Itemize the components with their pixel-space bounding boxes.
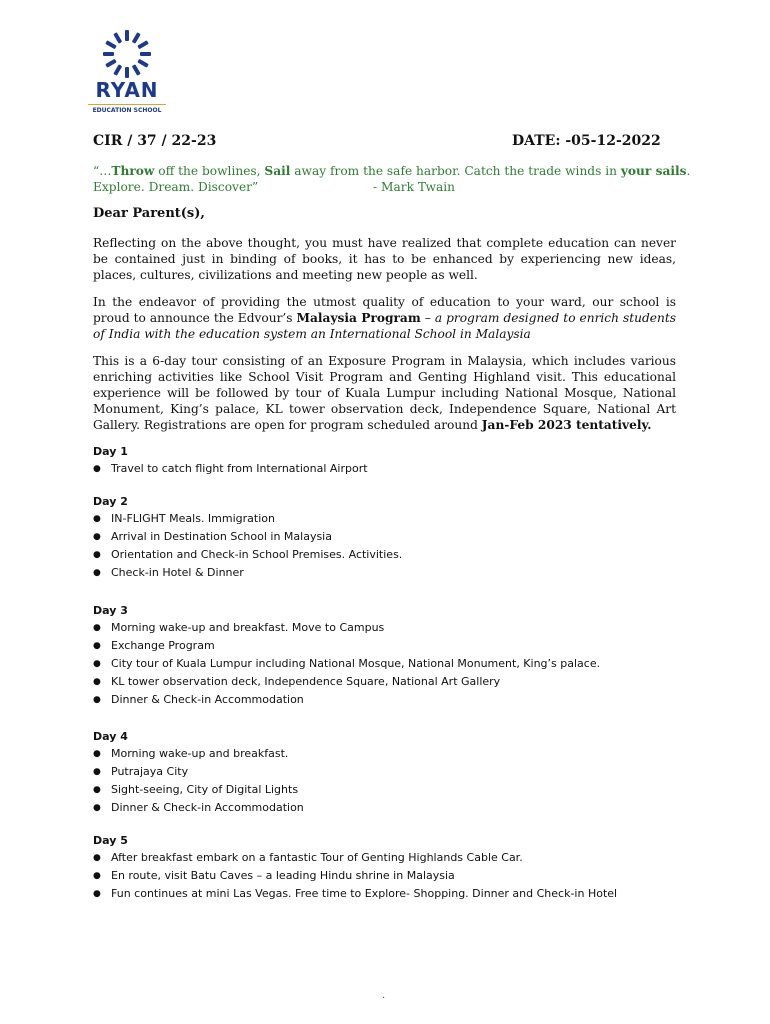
announcement-text: In the endeavor of providing the utmost quality of education to your ward, our school is proud to announce the Edvour’s [93, 295, 676, 325]
list-item [93, 673, 693, 691]
list-item [93, 849, 693, 867]
bullet-icon: ● [93, 695, 101, 705]
day-title: Day 5 [93, 834, 128, 847]
logo-subtitle: EDUCATION SCHOOL [88, 104, 166, 114]
day-title: Day 4 [93, 730, 128, 743]
list-item-text: City tour of Kuala Lumpur including National Mosque, National Monument, King’s palace. [111, 657, 601, 670]
quote-text-3: . [686, 164, 691, 178]
bullet-icon: ● [93, 659, 101, 669]
bullet-icon: ● [93, 532, 101, 542]
bullet-icon: ● [93, 514, 101, 524]
circular-number: CIR / 37 / 22-23 [93, 133, 217, 149]
tour-dates: Jan-Feb 2023 tentatively. [481, 418, 652, 432]
day-title: Day 1 [93, 445, 128, 458]
quote-text-1: off the bowlines, [154, 164, 265, 178]
quote-throw: Throw [111, 164, 155, 178]
list-item [93, 460, 693, 478]
list-item [93, 528, 693, 546]
list-item-text: Dinner & Check-in Accommodation [111, 693, 304, 706]
list-item-text: Travel to catch flight from International Airport [111, 462, 368, 475]
sunburst-logo-icon [97, 28, 157, 78]
list-item-text: IN-FLIGHT Meals. Immigration [111, 512, 275, 525]
quote-your-sails: your sails [620, 164, 687, 178]
quote-sail: Sail [264, 164, 291, 178]
list-item [93, 781, 693, 799]
list-item [93, 799, 693, 817]
list-item [93, 691, 693, 709]
bullet-icon: ● [93, 641, 101, 651]
bullet-icon: ● [93, 749, 101, 759]
list-item-text: Dinner & Check-in Accommodation [111, 801, 304, 814]
footer-mark: . [382, 990, 386, 1001]
list-item-text: Sight-seeing, City of Digital Lights [111, 783, 299, 796]
bullet-icon: ● [93, 803, 101, 813]
itinerary-day-5 [93, 833, 693, 903]
list-item [93, 564, 693, 582]
bullet-icon: ● [93, 568, 101, 578]
list-item [93, 763, 693, 781]
bullet-icon: ● [93, 677, 101, 687]
quote-line-2: Explore. Dream. Discover” [93, 180, 259, 194]
program-description: a program designed to enrich students of India with the education system an International School in Malaysia [93, 311, 676, 341]
list-item-text: KL tower observation deck, Independence Square, National Art Gallery [111, 675, 501, 688]
paragraph-tour-details [93, 353, 676, 433]
quote [93, 163, 693, 195]
list-item-text: Fun continues at mini Las Vegas. Free time to Explore- Shopping. Dinner and Check-in Hotel [111, 887, 618, 900]
list-item-text: Morning wake-up and breakfast. [111, 747, 289, 760]
list-item [93, 619, 693, 637]
bullet-icon: ● [93, 550, 101, 560]
list-item [93, 867, 693, 885]
quote-line-1 [93, 163, 693, 179]
bullet-icon: ● [93, 889, 101, 899]
list-item-text: Exchange Program [111, 639, 215, 652]
itinerary-day-2 [93, 494, 693, 582]
itinerary-day-4 [93, 729, 693, 817]
bullet-icon: ● [93, 853, 101, 863]
list-item [93, 655, 693, 673]
list-item-text: Orientation and Check-in School Premises. Activities. [111, 548, 403, 561]
salutation: Dear Parent(s), [93, 206, 205, 221]
tour-details-text: This is a 6-day tour consisting of an Exposure Program in Malaysia, which includes various enriching activities like School Visit Program and Genting Highland visit. This educational experience will be followed by tour of Kuala Lumpur including National Mosque, National Monument, King’s palace, KL tower observation deck, Independence Square, National Art Gallery. Registrations are open for program scheduled around [93, 354, 676, 432]
quote-author: - Mark Twain [373, 180, 455, 194]
list-item [93, 546, 693, 564]
bullet-icon: ● [93, 871, 101, 881]
list-item-text: En route, visit Batu Caves – a leading Hindu shrine in Malaysia [111, 869, 455, 882]
list-item-text: Putrajaya City [111, 765, 189, 778]
day-title: Day 2 [93, 495, 128, 508]
list-item-text: Arrival in Destination School in Malaysia [111, 530, 332, 543]
bullet-icon: ● [93, 623, 101, 633]
bullet-icon: ● [93, 785, 101, 795]
itinerary-day-3 [93, 603, 693, 709]
paragraph-announcement [93, 294, 676, 342]
quote-text-2: away from the safe harbor. Catch the trade winds in [290, 164, 621, 178]
list-item [93, 637, 693, 655]
paragraph-intro: Reflecting on the above thought, you must have realized that complete education can never be contained just in binding of books, it has to be enhanced by experiencing new ideas, places, cultures, civilizations and meeting new people as well. [93, 236, 676, 282]
list-item [93, 745, 693, 763]
announcement-dash: – [420, 311, 435, 325]
program-name: Malaysia Program [296, 311, 421, 325]
bullet-icon: ● [93, 464, 101, 474]
bullet-icon: ● [93, 767, 101, 777]
circular-date: DATE: -05-12-2022 [512, 133, 661, 149]
list-item-text: Check-in Hotel & Dinner [111, 566, 244, 579]
school-logo [88, 28, 166, 120]
list-item [93, 885, 693, 903]
quote-open: “… [93, 164, 112, 178]
itinerary-day-1 [93, 444, 693, 478]
logo-brand: RYAN [95, 78, 159, 102]
day-title: Day 3 [93, 604, 128, 617]
list-item [93, 510, 693, 528]
list-item-text: Morning wake-up and breakfast. Move to Campus [111, 621, 385, 634]
list-item-text: After breakfast embark on a fantastic Tour of Genting Highlands Cable Car. [111, 851, 523, 864]
